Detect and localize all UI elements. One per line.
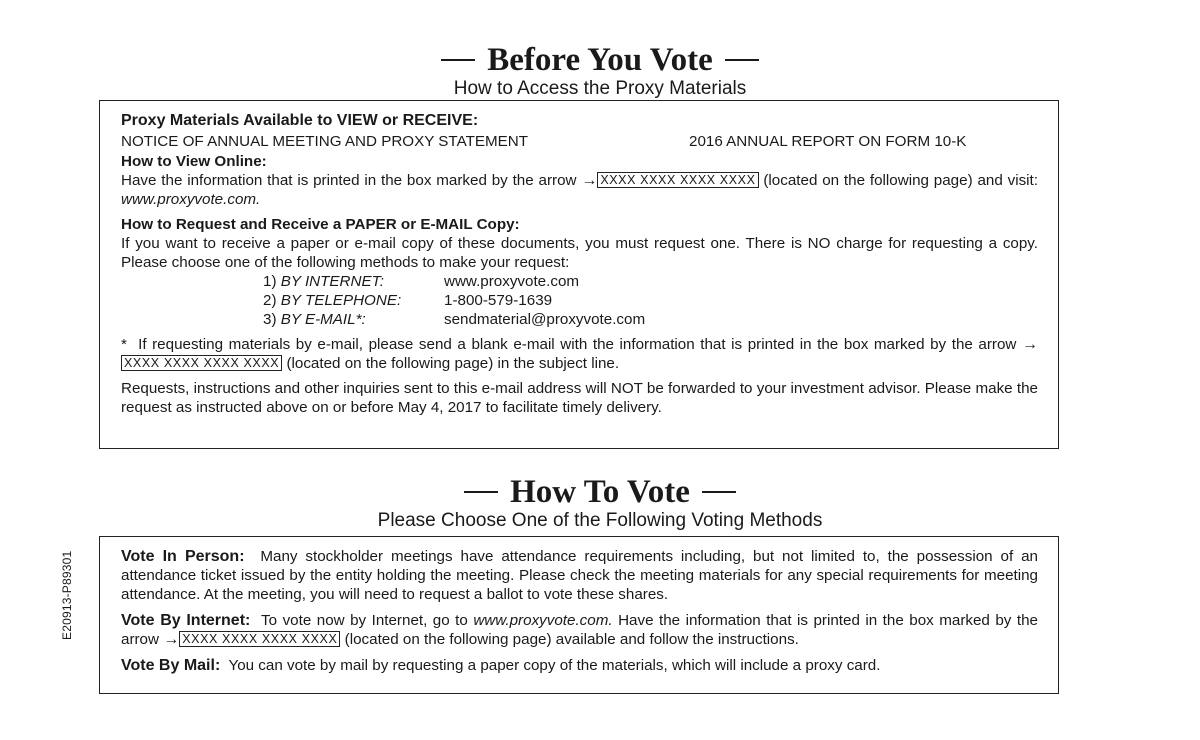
vote-in-person: Vote In Person: Many stockholder meetings have attendance requirements including, but not limited to, the possession of an attendance ticket issued by the entity holding the meeting. Please check the meeting materials for any special requirements for meeting attendance. At the meeting, you will need to request a ballot to vote these shares. bbox=[121, 548, 1038, 603]
view-online-text: Have the information that is printed in the box marked by the arrow → XXXX XXXX XXXX XXXX (located on the following page) and visit: www.proxyvote.com. bbox=[121, 172, 1038, 208]
vote-by-internet-label: Vote By Internet: bbox=[121, 612, 251, 629]
method-telephone-value[interactable]: 1-800-579-1639 bbox=[444, 292, 553, 309]
before-you-vote-title: Before You Vote bbox=[487, 42, 713, 78]
how-to-vote-title: How To Vote bbox=[510, 474, 690, 510]
view-online-heading: How to View Online: bbox=[121, 153, 267, 170]
proxy-materials-box bbox=[99, 100, 1059, 449]
method-internet: 1) BY INTERNET: www.proxyvote.com bbox=[263, 273, 580, 290]
right-arrow-icon: → bbox=[163, 631, 180, 648]
request-heading: How to Request and Receive a PAPER or E-MAIL Copy: bbox=[121, 216, 520, 233]
available-heading: Proxy Materials Available to VIEW or RECEIVE: bbox=[121, 112, 479, 129]
doc-notice: NOTICE OF ANNUAL MEETING AND PROXY STATEMENT bbox=[121, 133, 529, 150]
available-documents bbox=[121, 132, 1038, 151]
method-email-value[interactable]: sendmaterial@proxyvote.com bbox=[444, 311, 646, 328]
closing-text: Requests, instructions and other inquiries sent to this e-mail address will NOT be forwarded to your investment advisor. Please make the request as instructed above on or before May 4, 2017 to facilitate timely delivery. bbox=[121, 380, 1038, 416]
before-you-vote-heading bbox=[0, 42, 1200, 100]
method-telephone: 2) BY TELEPHONE: 1-800-579-1639 bbox=[263, 292, 553, 309]
method-internet-value[interactable]: www.proxyvote.com bbox=[444, 273, 580, 290]
vote-by-internet: Vote By Internet: To vote now by Internet, go to www.proxyvote.com. Have the information that is printed in the box marked by the arrow → XXXX XXXX XXXX XXXX (located on the following page) available and follow the instructions. bbox=[121, 612, 1038, 648]
method-email: 3) BY E-MAIL*: sendmaterial@proxyvote.com bbox=[263, 311, 646, 328]
how-to-vote-subtitle: Please Choose One of the Following Voting Methods bbox=[377, 510, 823, 531]
vote-by-mail-label: Vote By Mail: bbox=[121, 657, 221, 674]
right-arrow-icon: → bbox=[1022, 336, 1038, 353]
proxyvote-url[interactable]: www.proxyvote.com. bbox=[121, 191, 261, 208]
voting-methods-box bbox=[99, 536, 1059, 694]
control-number-box: XXXX XXXX XXXX XXXX bbox=[597, 172, 758, 188]
proxyvote-url[interactable]: www.proxyvote.com. bbox=[473, 612, 613, 629]
vote-in-person-label: Vote In Person: bbox=[121, 548, 245, 565]
vote-by-mail: Vote By Mail: You can vote by mail by requesting a paper copy of the materials, which will include a proxy card. bbox=[121, 657, 881, 674]
doc-report: 2016 ANNUAL REPORT ON FORM 10-K bbox=[689, 133, 967, 150]
control-number-box: XXXX XXXX XXXX XXXX bbox=[179, 631, 340, 647]
email-footnote: * If requesting materials by e-mail, please send a blank e-mail with the information that is printed in the box marked by the arrow →XXXX XXXX XXXX XXXX (located on the following page) in the subject line. bbox=[121, 336, 1038, 372]
before-you-vote-subtitle: How to Access the Proxy Materials bbox=[453, 78, 747, 99]
how-to-vote-heading bbox=[0, 474, 1200, 532]
document-code: E20913-P89301 bbox=[60, 550, 74, 640]
request-methods bbox=[263, 272, 1038, 329]
right-arrow-icon: → bbox=[581, 172, 598, 189]
request-text: If you want to receive a paper or e-mail copy of these documents, you must request one. There is NO charge for requesting a copy. Please choose one of the following methods to make your request: bbox=[121, 235, 1038, 271]
control-number-box: XXXX XXXX XXXX XXXX bbox=[121, 355, 282, 371]
